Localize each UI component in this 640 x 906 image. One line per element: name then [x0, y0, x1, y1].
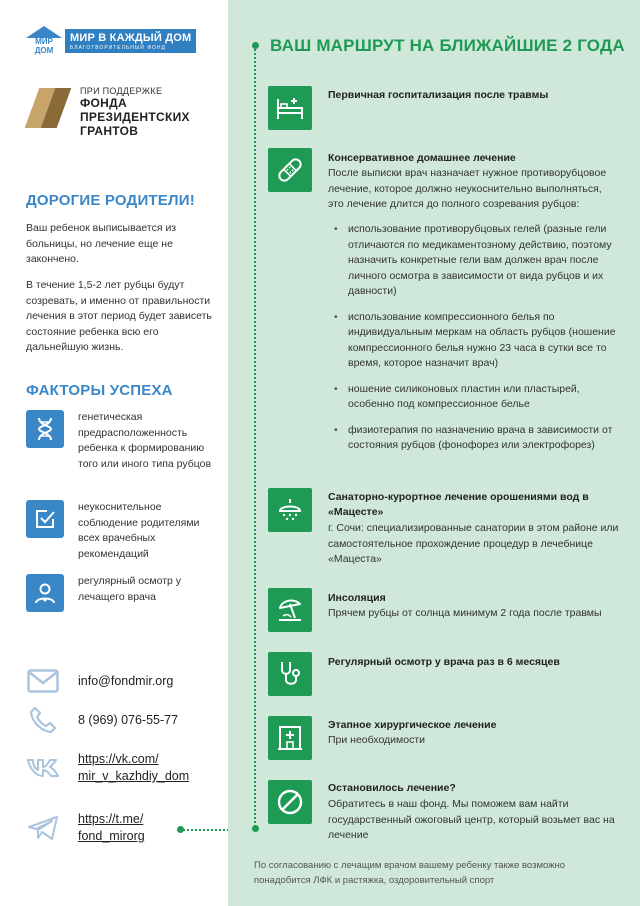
checkbox-icon [26, 500, 64, 538]
parents-paragraph-1: Ваш ребенок выписывается из больницы, но лечение еще не закончено. [26, 222, 177, 265]
footnote: По согласованию с лечащим врачом вашему ребенку также возможно понадобится ЛФК и растяжка, оздоровительный спорт [254, 860, 566, 886]
factor-item [26, 500, 218, 562]
bandage-icon [268, 148, 312, 192]
step-title: Регулярный осмотр у врача раз в 6 месяцев [328, 656, 560, 668]
stop-icon [268, 780, 312, 824]
telegram-link-line1[interactable]: https://t.me/ [78, 812, 144, 826]
phone-number[interactable]: 8 (969) 076-55-77 [78, 712, 179, 727]
doctor-icon [26, 574, 64, 612]
connector-dot [177, 826, 184, 833]
step-title: Остановилось лечение? [328, 782, 456, 794]
bullet-item: • ношение силиконовых пластин или пластырей, особенно под компрессионное белье [328, 382, 620, 413]
route-title: ВАШ МАРШРУТ НА БЛИЖАЙШИЕ 2 ГОДА [270, 36, 625, 55]
grant-small-label: ПРИ ПОДДЕРЖКЕ [80, 86, 163, 96]
factor-text: неукоснительное соблюдение родителями всех врачебных рекомендаций [78, 501, 200, 560]
step-title: Санаторно-курортное лечение орошениями вод в «Мацесте» [328, 491, 589, 518]
logo-title: МИР В КАЖДЫЙ ДОМ [70, 32, 192, 44]
route-panel [228, 0, 640, 906]
factor-text: генетическая предрасположенность ребенка к формированию того или иного типа рубцов [78, 411, 212, 470]
bullet-item: • использование компрессионного белья по индивидуальным меркам на область рубцов (ношение компрессионного белья нужно 23 часа в сутки все то время, которое назначит врач) [328, 310, 620, 372]
shower-icon [268, 488, 312, 532]
treatment-bullets [328, 222, 620, 464]
parents-paragraph-2: В течение 1,5-2 лет рубцы будут созревать, и именно от правильности лечения в этот период будет зависеть состояние ребенка всю его дальнейшую жизнь. [26, 279, 212, 353]
dna-icon [26, 410, 64, 448]
factor-text: регулярный осмотр у лечащего врача [78, 575, 182, 603]
timeline-line [254, 46, 256, 830]
contact-telegram[interactable] [26, 811, 145, 845]
stethoscope-icon [268, 652, 312, 696]
grant-emblem-icon [26, 86, 72, 130]
step-text: г. Сочи: специализированные санатории в этом районе или самостоятельное прохождение процедур в лечебнице «Мацеста» [328, 522, 619, 565]
timeline-end-dot [252, 825, 259, 832]
step-title: Инсоляция [328, 592, 386, 604]
contact-vk[interactable] [26, 751, 189, 785]
logo-subtitle: БЛАГОТВОРИТЕЛЬНЫЙ ФОНД [70, 45, 166, 51]
vk-icon [26, 753, 60, 783]
left-column [0, 0, 228, 906]
email-link[interactable]: info@fondmir.org [78, 673, 174, 688]
telegram-icon [26, 813, 60, 843]
bullet-item: • использование противорубцовых гелей (разные гели отличаются по медикаментозному действию, поэтому назначить конкретные гели вам должен врач после личного осмотра в зависимости от вида рубцов и их давности) [328, 222, 620, 300]
contact-email[interactable] [26, 666, 173, 696]
bullet-item: • физиотерапия по назначению врача в зависимости от состояния рубцов (фонофорез или электрофорез) [328, 423, 620, 454]
step-text: При необходимости [328, 734, 426, 746]
telegram-link-line2[interactable]: fond_mirorg [78, 829, 145, 843]
vk-link-line1[interactable]: https://vk.com/ [78, 752, 159, 766]
vk-link-line2[interactable]: mir_v_kazhdiy_dom [78, 769, 190, 783]
hospital-bed-icon [268, 86, 312, 130]
step-title: Консервативное домашнее лечение [328, 152, 516, 164]
step-title: Этапное хирургическое лечение [328, 719, 497, 731]
hospital-building-icon [268, 716, 312, 760]
grant-line2: ПРЕЗИДЕНТСКИХ [80, 110, 190, 124]
grant-logo [26, 86, 190, 138]
timeline-start-dot [252, 42, 259, 49]
factor-item [26, 574, 218, 612]
step-text: Обратитесь в наш фонд. Мы поможем вам найти государственный ожоговый центр, который возьмет вас на лечение [328, 798, 615, 841]
grant-line3: ГРАНТОВ [80, 124, 139, 138]
house-logo-icon: МИР ДОМ [26, 26, 62, 56]
foundation-logo [26, 26, 196, 56]
phone-icon [26, 705, 60, 735]
grant-line1: ФОНДА [80, 96, 127, 110]
contact-phone[interactable] [26, 705, 178, 735]
step-text: После выписки врач назначает нужное противорубцовое лечение, которое должно неукоснительно выполняться, это лечение длится до полного созревания рубцов: [328, 167, 607, 210]
mail-icon [26, 666, 60, 696]
step-text: Прячем рубцы от солнца минимум 2 года после травмы [328, 607, 602, 619]
factor-item [26, 410, 218, 472]
factors-heading: ФАКТОРЫ УСПЕХА [26, 382, 173, 399]
logo-wordmark [65, 29, 196, 53]
beach-umbrella-icon [268, 588, 312, 632]
parents-heading: ДОРОГИЕ РОДИТЕЛИ! [26, 192, 195, 209]
step-title: Первичная госпитализация после травмы [328, 89, 549, 101]
